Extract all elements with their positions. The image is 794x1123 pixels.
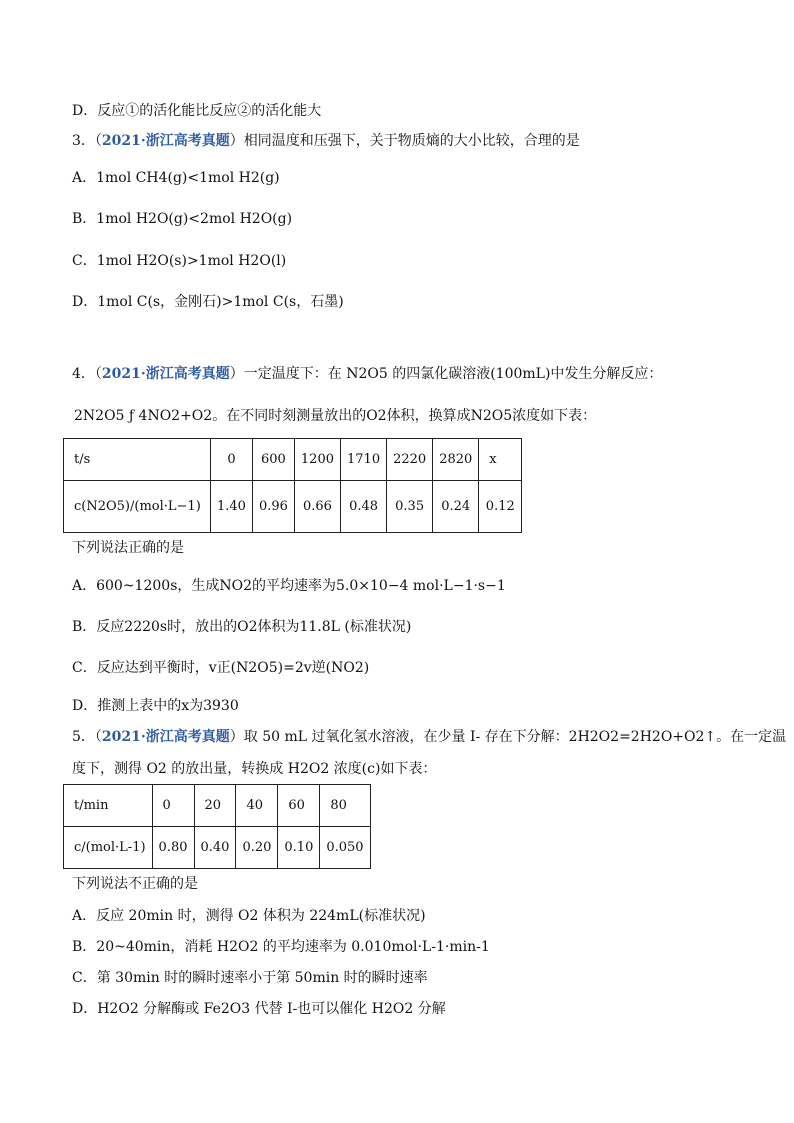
- q4-option-c: C．反应达到平衡时，v正(N2O5)=2v逆(NO2): [72, 660, 370, 676]
- table-cell: 1200: [294, 439, 340, 481]
- q4-table-data-row: [64, 481, 522, 533]
- q4-table-header-row: [64, 439, 522, 481]
- table-cell: 0.12: [479, 481, 522, 533]
- q3-option-a: A．1mol CH4(g)<1mol H2(g): [72, 170, 280, 186]
- q5-option-a: A．反应 20min 时，测得 O2 体积为 224mL(标准状况): [72, 908, 426, 924]
- table-cell: 1710: [341, 439, 387, 481]
- table-cell: 20: [194, 785, 236, 827]
- q3-stem: [72, 131, 580, 151]
- q2-option-d: D．反应①的活化能比反应②的活化能大: [72, 103, 322, 119]
- q4-equation: 2N2O5 ƒ 4NO2+O2。在不同时刻测量放出的O2体积，换算成N2O5浓度如下表：: [74, 408, 597, 424]
- table-cell: c(N2O5)/(mol·L−1): [64, 481, 211, 533]
- q3-option-c: C．1mol H2O(s)>1mol H2O(l): [72, 253, 287, 269]
- table-cell: 0.050: [320, 827, 370, 869]
- q3-number: 3．（: [72, 133, 102, 149]
- table-cell: 60: [278, 785, 320, 827]
- table-cell: t/s: [64, 439, 211, 481]
- table-cell: 2820: [433, 439, 479, 481]
- q4-option-b: B．反应2220s时，放出的O2体积为11.8L (标准状况): [72, 619, 412, 635]
- q5-stem-text: ）取 50 mL 过氧化氢水溶液，在少量 I- 存在下分解：2H2O2=2H2O+O2↑。在一定温: [229, 729, 787, 745]
- table-cell: 0.48: [341, 481, 387, 533]
- table-cell: 80: [320, 785, 370, 827]
- q4-number: 4．（: [72, 366, 102, 382]
- q3-option-d: D．1mol C(s，金刚石)>1mol C(s，石墨): [72, 294, 344, 310]
- q4-source: 2021·浙江高考真题: [101, 366, 230, 382]
- table-cell: 0.35: [387, 481, 433, 533]
- table-cell: 0: [152, 785, 194, 827]
- q5-stem-line2: 度下，测得 O2 的放出量，转换成 H2O2 浓度(c)如下表：: [72, 761, 437, 777]
- q3-source: 2021·浙江高考真题: [101, 133, 230, 149]
- table-cell: x: [479, 439, 522, 481]
- q4-stem-text: ）一定温度下：在 N2O5 的四氯化碳溶液(100mL)中发生分解反应：: [229, 366, 663, 382]
- q5-option-d: D．H2O2 分解酶或 Fe2O3 代替 I-也可以催化 H2O2 分解: [72, 1001, 446, 1017]
- table-cell: 0.20: [236, 827, 278, 869]
- q3-option-b: B．1mol H2O(g)<2mol H2O(g): [72, 211, 293, 227]
- q4-option-a: A．600~1200s，生成NO2的平均速率为5.0×10−4 mol·L−1·s−1: [72, 578, 506, 594]
- table-cell: 1.40: [211, 481, 253, 533]
- table-cell: c/(mol·L-1): [64, 827, 153, 869]
- table-cell: 2220: [387, 439, 433, 481]
- q4-prompt: 下列说法正确的是: [72, 540, 184, 556]
- table-cell: 0.10: [278, 827, 320, 869]
- q5-option-b: B．20~40min，消耗 H2O2 的平均速率为 0.010mol·L-1·min-1: [72, 939, 490, 955]
- q5-table-data-row: [64, 827, 371, 869]
- table-cell: 0.24: [433, 481, 479, 533]
- table-cell: 0: [211, 439, 253, 481]
- table-cell: 0.66: [294, 481, 340, 533]
- q5-prompt: 下列说法不正确的是: [72, 876, 198, 892]
- q4-stem: [72, 364, 662, 384]
- table-cell: 0.80: [152, 827, 194, 869]
- q3-stem-text: ）相同温度和压强下，关于物质熵的大小比较，合理的是: [229, 133, 580, 149]
- q5-source: 2021·浙江高考真题: [101, 729, 230, 745]
- table-cell: t/min: [64, 785, 153, 827]
- table-cell: 0.96: [252, 481, 294, 533]
- q5-option-c: C．第 30min 时的瞬时速率小于第 50min 时的瞬时速率: [72, 970, 428, 986]
- table-cell: 40: [236, 785, 278, 827]
- q5-table-header-row: [64, 785, 371, 827]
- q5-stem: [72, 727, 786, 747]
- q5-number: 5．（: [72, 729, 102, 745]
- table-cell: 600: [252, 439, 294, 481]
- table-cell: 0.40: [194, 827, 236, 869]
- q5-data-table: [63, 784, 371, 869]
- q4-data-table: [63, 438, 522, 533]
- q4-option-d: D．推测上表中的x为3930: [72, 698, 239, 714]
